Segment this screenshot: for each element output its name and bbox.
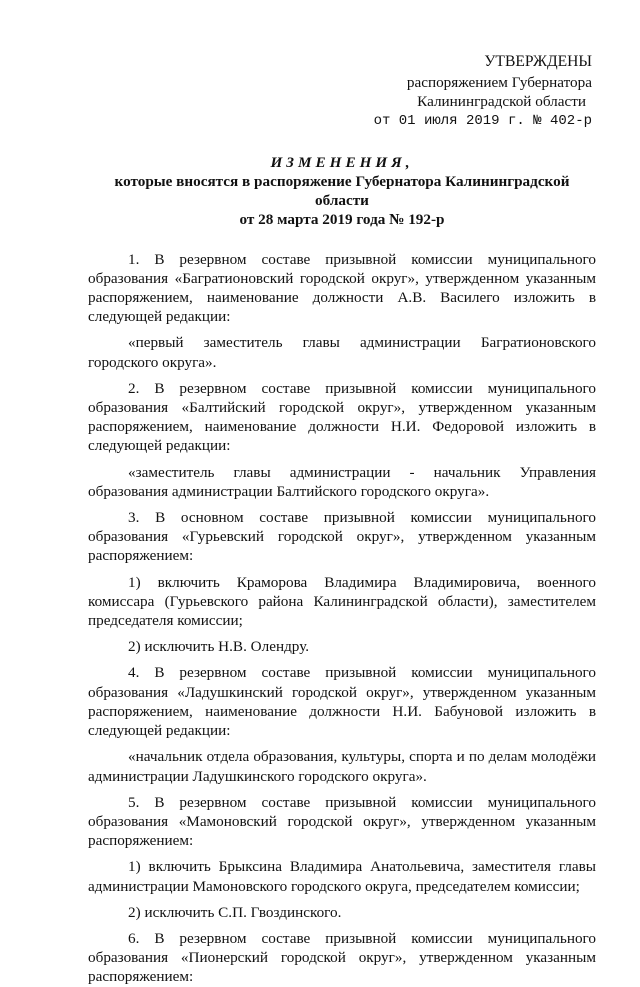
- body-paragraph: 5. В резервном составе призывной комиссии муниципального образования «Мамоновский городской округ», утвержденном указанным распоряжением:: [88, 793, 596, 850]
- body-paragraph: «заместитель главы администрации - начальник Управления образования администрации Балтийского городского округа».: [88, 463, 596, 500]
- body-paragraph: 1) включить Брыксина Владимира Анатольевича, заместителя главы администрации Мамоновского городского округа, председателем комиссии;: [88, 858, 596, 895]
- title-main: ИЗМЕНЕНИЯ,: [270, 153, 414, 171]
- approval-line: Калининградской области: [417, 93, 586, 111]
- title-subtitle: от 28 марта 2019 года № 192-р: [239, 211, 445, 229]
- body-paragraph: 1) включить Краморова Владимира Владимировича, военного комиссара (Гурьевского района Калининградской области), заместителем председателя комиссии;: [88, 573, 596, 630]
- body-paragraph: 2) исключить Н.В. Олендру.: [128, 638, 310, 656]
- body-paragraph: 2. В резервном составе призывной комиссии муниципального образования «Балтийский городской округ», утвержденном указанным распоряжением, наименование должности Н.И. Федоровой изложить в следующей редакции:: [88, 379, 596, 455]
- body-paragraph: «первый заместитель главы администрации Багратионовского городского округа».: [88, 334, 596, 371]
- approval-block: [88, 52, 596, 131]
- approval-heading: УТВЕРЖДЕНЫ: [484, 53, 592, 70]
- document-body: [88, 250, 596, 987]
- approval-line: распоряжением Губернатора: [406, 74, 592, 92]
- approval-date-number: от 01 июля 2019 г. № 402-р: [373, 112, 592, 129]
- body-paragraph: 3. В основном составе призывной комиссии муниципального образования «Гурьевский городской округ», утвержденном указанным распоряжением:: [88, 509, 596, 565]
- document-title: [88, 153, 596, 230]
- body-paragraph: 1. В резервном составе призывной комиссии муниципального образования «Багратионовский городской округ», утвержденном указанным распоряжением, наименование должности А.В. Василего изложить в следующей редакции:: [88, 250, 596, 326]
- body-paragraph: 4. В резервном составе призывной комиссии муниципального образования «Ладушкинский городской округ», утвержденном указанным распоряжением, наименование должности Н.И. Бабуновой изложить в следующей редакции:: [88, 664, 596, 740]
- body-paragraph: 2) исключить С.П. Гвоздинского.: [128, 903, 342, 921]
- title-subtitle: которые вносятся в распоряжение Губернатора Калининградской области: [114, 173, 570, 210]
- body-paragraph: 6. В резервном составе призывной комиссии муниципального образования «Пионерский городской округ», утвержденном указанным распоряжением:: [88, 929, 596, 986]
- body-paragraph: «начальник отдела образования, культуры, спорта и по делам молодёжи администрации Ладушкинского городского округа».: [88, 748, 596, 785]
